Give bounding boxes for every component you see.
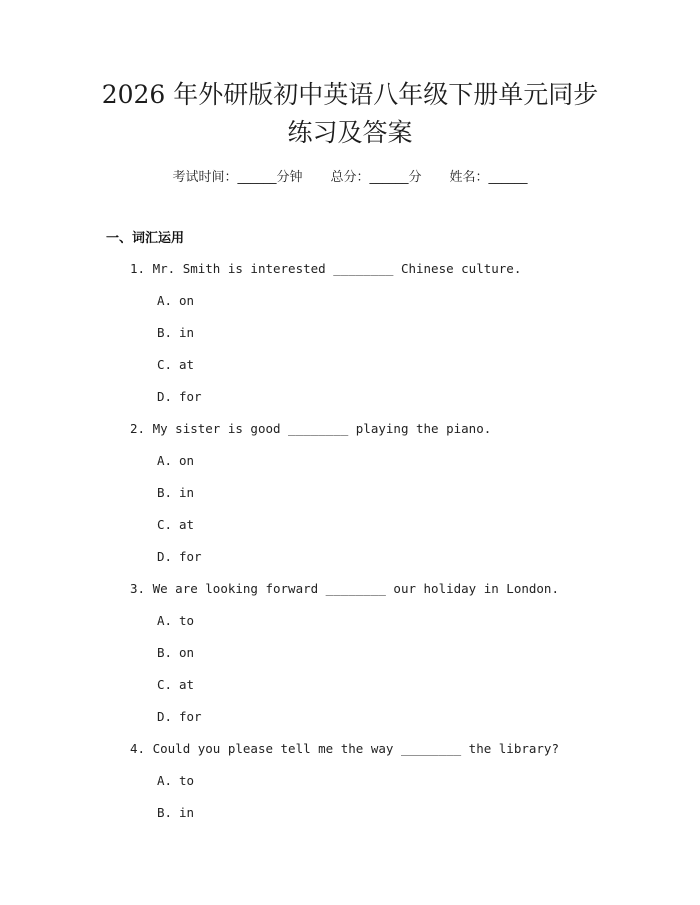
option-text: at <box>179 677 195 692</box>
option-text: for <box>179 709 202 724</box>
question-stem <box>130 739 650 771</box>
title-line-2: 练习及答案 <box>287 118 413 147</box>
option-text: on <box>179 293 195 308</box>
exam-time-field: 考试时间：______分钟 <box>172 170 303 185</box>
title-line-1: 2026 年外研版初中英语八年级下册单元同步 <box>101 80 599 109</box>
exam-info <box>0 168 700 188</box>
answer-option <box>130 803 650 835</box>
option-letter: A. <box>157 453 173 468</box>
question-stem <box>130 259 650 291</box>
answer-option <box>130 515 650 547</box>
option-text: for <box>179 549 202 564</box>
question-number: 1. <box>130 261 146 276</box>
option-letter: A. <box>157 293 173 308</box>
option-text: on <box>179 645 195 660</box>
question-item <box>130 259 650 419</box>
answer-option <box>130 707 650 739</box>
option-letter: D. <box>157 549 173 564</box>
answer-option <box>130 387 650 419</box>
option-text: in <box>179 485 195 500</box>
section-heading: 一、词汇运用 <box>106 231 185 246</box>
student-name-field: 姓名：______ <box>449 170 528 185</box>
question-item <box>130 419 650 579</box>
option-letter: B. <box>157 485 173 500</box>
question-text: My sister is good ________ playing the piano. <box>152 421 492 436</box>
question-stem <box>130 419 650 451</box>
answer-option <box>130 483 650 515</box>
option-text: at <box>179 517 195 532</box>
option-text: at <box>179 357 195 372</box>
option-letter: D. <box>157 709 173 724</box>
answer-option <box>130 291 650 323</box>
question-number: 4. <box>130 741 146 756</box>
option-text: in <box>179 805 195 820</box>
answer-option <box>130 355 650 387</box>
option-text: to <box>179 773 195 788</box>
question-stem <box>130 579 650 611</box>
option-letter: C. <box>157 677 173 692</box>
question-text: Could you please tell me the way ________ the library? <box>152 741 559 756</box>
question-list <box>130 259 650 835</box>
question-number: 2. <box>130 421 146 436</box>
answer-option <box>130 643 650 675</box>
option-text: in <box>179 325 195 340</box>
option-letter: C. <box>157 517 173 532</box>
question-number: 3. <box>130 581 146 596</box>
answer-option <box>130 547 650 579</box>
answer-option <box>130 771 650 803</box>
option-letter: B. <box>157 645 173 660</box>
option-text: on <box>179 453 195 468</box>
option-letter: B. <box>157 805 173 820</box>
option-text: to <box>179 613 195 628</box>
option-letter: A. <box>157 613 173 628</box>
answer-option <box>130 323 650 355</box>
question-text: We are looking forward ________ our holiday in London. <box>152 581 559 596</box>
total-score-field: 总分：______分 <box>330 170 422 185</box>
option-text: for <box>179 389 202 404</box>
answer-option <box>130 675 650 707</box>
answer-option <box>130 611 650 643</box>
question-item <box>130 579 650 739</box>
answer-option <box>130 451 650 483</box>
option-letter: C. <box>157 357 173 372</box>
question-text: Mr. Smith is interested ________ Chinese culture. <box>152 261 522 276</box>
question-item <box>130 739 650 835</box>
option-letter: D. <box>157 389 173 404</box>
option-letter: A. <box>157 773 173 788</box>
document-title <box>70 76 630 152</box>
option-letter: B. <box>157 325 173 340</box>
